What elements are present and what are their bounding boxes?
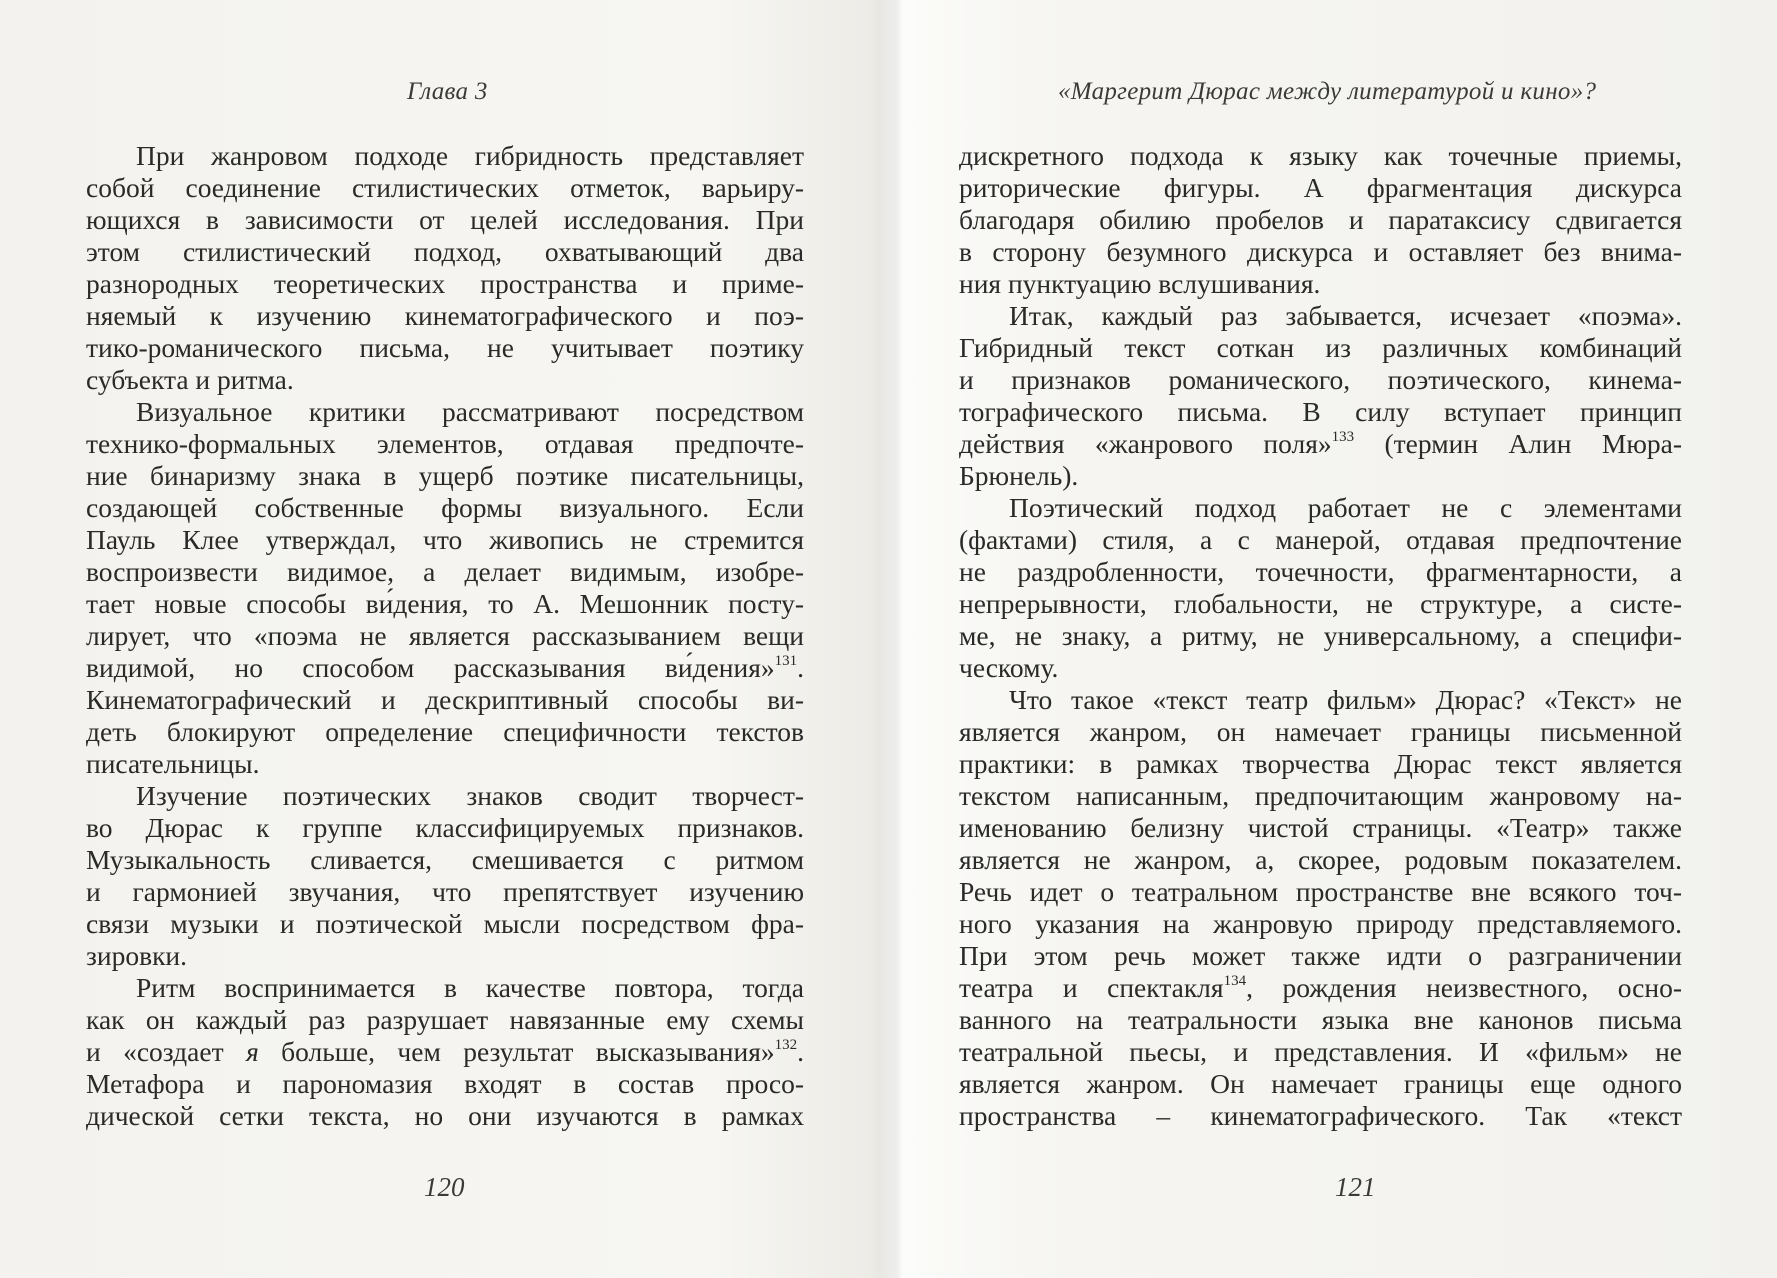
text-line — [86, 876, 804, 908]
text-line — [959, 1004, 1682, 1036]
text-line — [86, 396, 804, 428]
text-line-content: лирует, что «поэма не является рассказыванием вещи — [86, 620, 804, 651]
text-line-content: ющихся в зависимости от целей исследования. При — [86, 204, 804, 235]
text-line — [86, 748, 804, 780]
text-line-content: создающей собственные формы визуального. Если — [86, 492, 804, 523]
text-line-content: текстом написанным, предпочитающим жанровому на- — [959, 780, 1682, 811]
text-line-content: ного указания на жанровую природу представляемого. — [959, 908, 1682, 939]
text-line — [86, 492, 804, 524]
punctuation: . — [797, 1036, 804, 1067]
text-line — [959, 812, 1682, 844]
text-line-content: Речь идет о театральном пространстве вне всякого точ- — [959, 876, 1682, 907]
text-line-content: театра и спектакля — [959, 972, 1224, 1003]
text-line-content: При жанровом подходе гибридность представляет — [136, 140, 804, 171]
text-line-content: писательницы. — [86, 748, 260, 779]
text-line — [86, 620, 804, 652]
text-line — [959, 620, 1682, 652]
text-line — [959, 940, 1682, 972]
text-line — [959, 172, 1682, 204]
text-line — [959, 716, 1682, 748]
text-line — [86, 364, 804, 396]
text-line-content: технико-формальных элементов, отдавая предпочте- — [86, 428, 804, 459]
text-line-content: является не жанром, а, скорее, родовым показателем. — [959, 844, 1682, 875]
page-number-left: 120 — [424, 1172, 465, 1202]
text-line-content: и признаков романического, поэтического, кинема- — [959, 364, 1682, 395]
text-line — [86, 684, 804, 716]
right-page — [888, 0, 1777, 1278]
text-line — [959, 1036, 1682, 1068]
text-line — [86, 908, 804, 940]
text-line-content: Метафора и парономазия входят в состав просо- — [86, 1068, 804, 1099]
text-line — [86, 716, 804, 748]
text-line — [86, 300, 804, 332]
text-line — [959, 364, 1682, 396]
text-line-content: ния пунктуацию вслушивания. — [959, 268, 1321, 299]
text-line — [959, 844, 1682, 876]
text-line — [86, 236, 804, 268]
punctuation: . — [797, 652, 804, 683]
text-line-content: Итак, каждый раз забывается, исчезает «поэма». — [1009, 300, 1682, 331]
text-line — [959, 300, 1682, 332]
text-line-content: Ритм воспринимается в качестве повтора, тогда — [136, 972, 804, 1003]
text-line-content: (фактами) стиля, а с манерой, отдавая предпочтение — [959, 524, 1682, 555]
text-line — [959, 972, 1682, 1004]
text-line-content: Гибридный текст соткан из различных комбинаций — [959, 332, 1682, 363]
text-line — [86, 780, 804, 812]
text-line-content: Кинематографический и дескриптивный способы ви- — [86, 684, 804, 715]
footnote-ref[interactable]: 132 — [774, 1037, 798, 1053]
text-line-content: в сторону безумного дискурса и оставляет без внима- — [959, 236, 1682, 267]
text-line-content: тает новые способы ви́дения, то А. Мешонник посту- — [86, 588, 804, 619]
text-line-content: разнородных теоретических пространства и приме- — [86, 268, 804, 299]
text-line — [959, 428, 1682, 460]
text-line-content: Брюнель). — [959, 460, 1079, 491]
text-line — [86, 460, 804, 492]
text-line-continuation: (термин Алин Мюра- — [1354, 428, 1682, 459]
running-head-left: Глава 3 — [407, 78, 488, 105]
text-line — [86, 652, 804, 684]
text-line — [959, 684, 1682, 716]
text-line — [959, 460, 1682, 492]
text-line — [86, 332, 804, 364]
text-line-content: При этом речь может также идти о разграничении — [959, 940, 1682, 971]
text-line-content: няемый к изучению кинематографического и поэ- — [86, 300, 804, 331]
text-line-content: пространства – кинематографического. Так «текст — [959, 1100, 1682, 1131]
text-line — [959, 492, 1682, 524]
text-line-continuation: больше, чем результат высказывания» — [258, 1036, 775, 1067]
right-page-body — [959, 140, 1682, 1132]
text-line — [959, 524, 1682, 556]
text-line — [86, 1068, 804, 1100]
text-line-content: как он каждый раз разрушает навязанные ему схемы — [86, 1004, 804, 1035]
footnote-ref[interactable]: 133 — [1331, 429, 1355, 445]
text-line — [959, 332, 1682, 364]
text-line-content: ческому. — [959, 652, 1059, 683]
text-line — [959, 556, 1682, 588]
running-head-right: «Маргерит Дюрас между литературой и кино»? — [1058, 78, 1597, 105]
text-line — [959, 396, 1682, 428]
text-line — [959, 652, 1682, 684]
text-line — [959, 588, 1682, 620]
text-line — [86, 268, 804, 300]
text-line-content: театральной пьесы, и представления. И «фильм» не — [959, 1036, 1682, 1067]
text-line — [86, 972, 804, 1004]
text-line-content: именованию белизну чистой страницы. «Театр» также — [959, 812, 1682, 843]
text-line — [959, 140, 1682, 172]
text-line — [959, 748, 1682, 780]
text-line-content: субъекта и ритма. — [86, 364, 294, 395]
text-line-content: воспроизвести видимое, а делает видимым, изобре- — [86, 556, 804, 587]
text-line-content: является жанром. Он намечает границы еще одного — [959, 1068, 1682, 1099]
text-line-content: Поэтический подход работает не с элементами — [1009, 492, 1682, 523]
text-line-content: является жанром, он намечает границы письменной — [959, 716, 1682, 747]
text-line-content: непрерывности, глобальности, не структуре, а систе- — [959, 588, 1682, 619]
text-line-content: ванного на театральности языка вне канонов письма — [959, 1004, 1682, 1035]
text-line-content: риторические фигуры. А фрагментация дискурса — [959, 172, 1682, 203]
text-line-content: и «создает — [86, 1036, 246, 1067]
text-line-continuation: , рождения неизвестного, осно- — [1246, 972, 1682, 1003]
text-line-content: зировки. — [86, 940, 188, 971]
text-line-content: дискретного подхода к языку как точечные приемы, — [959, 140, 1682, 171]
text-line-content: Пауль Клее утверждал, что живопись не стремится — [86, 524, 804, 555]
text-line — [86, 172, 804, 204]
text-line — [959, 876, 1682, 908]
text-line-content: Визуальное критики рассматривают посредством — [136, 396, 804, 427]
text-line — [86, 844, 804, 876]
text-line — [86, 1004, 804, 1036]
page-number-right: 121 — [1335, 1172, 1376, 1202]
text-line-content: благодаря обилию пробелов и паратаксису сдвигается — [959, 204, 1682, 235]
text-line — [959, 236, 1682, 268]
text-line-content: собой соединение стилистических отметок, варьиру- — [86, 172, 804, 203]
text-line — [86, 1100, 804, 1132]
text-line-content: Что такое «текст театр фильм» Дюрас? «Текст» не — [1009, 684, 1682, 715]
text-line-content: видимой, но способом рассказывания ви́дения» — [86, 652, 775, 683]
text-line-content: тико-романического письма, не учитывает поэтику — [86, 332, 804, 363]
text-line-content: и гармонией звучания, что препятствует изучению — [86, 876, 804, 907]
text-line-content: ме, не знаку, а ритму, не универсальному, а специфи- — [959, 620, 1682, 651]
left-page-body — [86, 140, 804, 1132]
text-line — [959, 268, 1682, 300]
text-line-content: деть блокируют определение специфичности текстов — [86, 716, 804, 747]
footnote-ref[interactable]: 131 — [774, 653, 798, 669]
text-line-content: этом стилистический подход, охватывающий два — [86, 236, 804, 267]
text-line-content: ние бинаризму знака в ущерб поэтике писательницы, — [86, 460, 804, 491]
text-line-content: тографического письма. В силу вступает принцип — [959, 396, 1682, 427]
text-line-content: действия «жанрового поля» — [959, 428, 1332, 459]
text-line-content: не раздробленности, точечности, фрагментарности, а — [959, 556, 1682, 587]
text-line-content: дической сетки текста, но они изучаются в рамках — [86, 1100, 804, 1131]
text-line-content: Музыкальность сливается, смешивается с ритмом — [86, 844, 804, 875]
text-line — [959, 780, 1682, 812]
text-line — [959, 1100, 1682, 1132]
text-line — [86, 140, 804, 172]
text-line — [959, 204, 1682, 236]
text-line — [86, 1036, 804, 1068]
text-line — [86, 204, 804, 236]
text-line — [86, 524, 804, 556]
footnote-ref[interactable]: 134 — [1223, 973, 1247, 989]
text-line-content: практики: в рамках творчества Дюрас текст является — [959, 748, 1682, 779]
text-line — [86, 428, 804, 460]
left-page — [0, 0, 888, 1278]
text-line-content: Изучение поэтических знаков сводит творчест- — [136, 780, 804, 811]
text-line — [959, 1068, 1682, 1100]
text-line — [86, 812, 804, 844]
text-line-content: во Дюрас к группе классифицируемых признаков. — [86, 812, 804, 843]
text-line — [959, 908, 1682, 940]
emphasis: я — [245, 1036, 259, 1067]
text-line — [86, 940, 804, 972]
text-line — [86, 588, 804, 620]
text-line — [86, 556, 804, 588]
text-line-content: связи музыки и поэтической мысли посредством фра- — [86, 908, 804, 939]
